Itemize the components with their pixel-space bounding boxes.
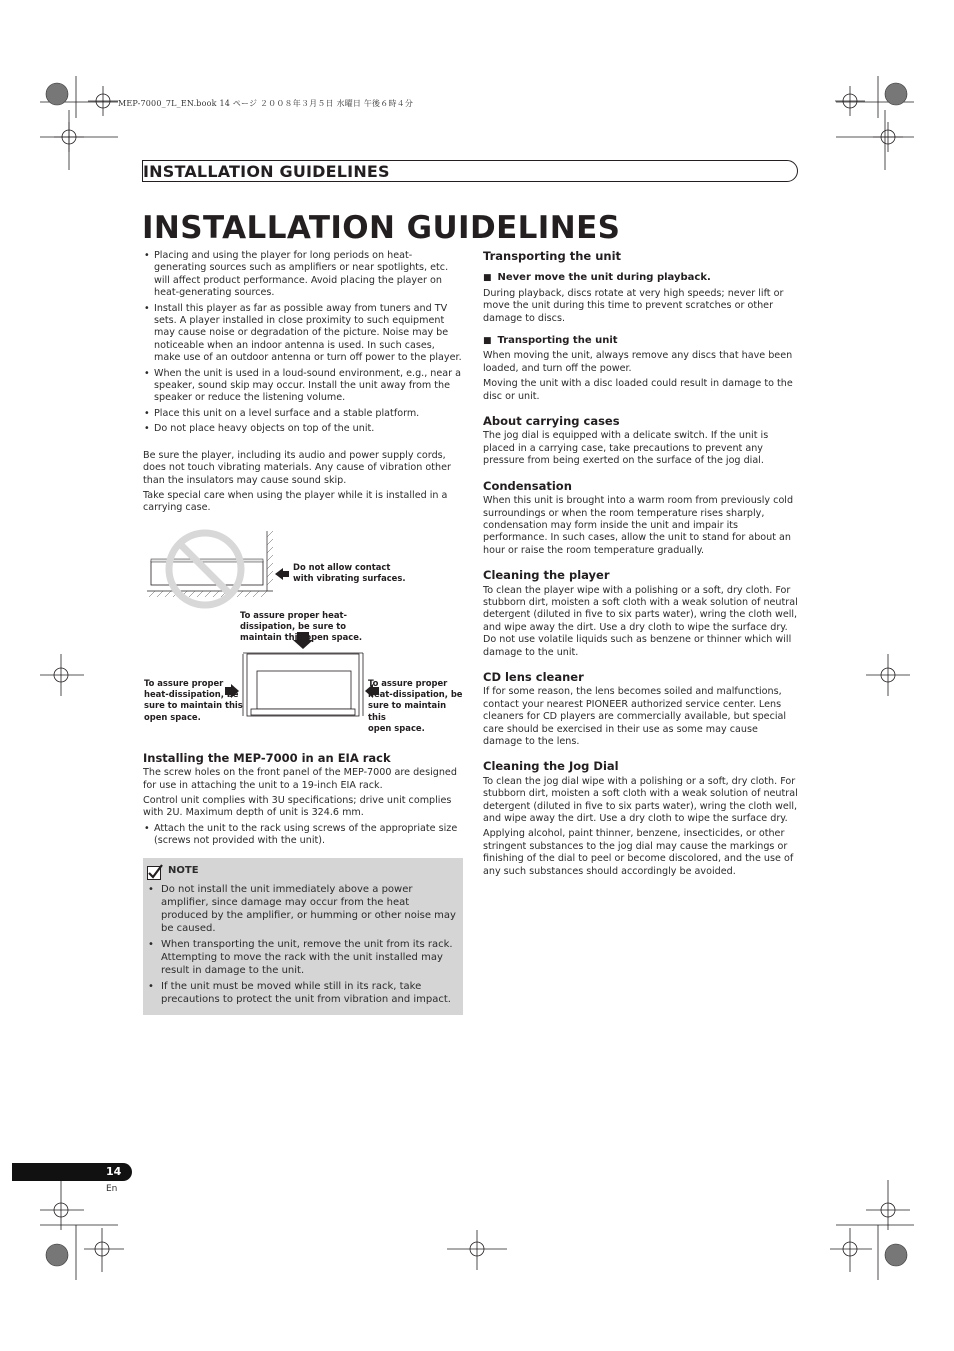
transporting-subheading — [483, 335, 799, 347]
caption-line: To assure proper — [368, 677, 448, 688]
lens-heading: CD lens cleaner — [483, 669, 584, 684]
list-item: • Placing and using the player for long periods on heat-generating sources such as amplifiers or near spotlights, etc. will affect product performance. Avoid placing the player on heat-generating sources. — [143, 250, 463, 300]
left-column — [143, 250, 463, 1015]
cleaning-text: To clean the player wipe with a polishing or a soft, dry cloth. For stubborn dirt, moisten a soft cloth with a weak solution of neutral detergent (diluted in five to six parts water), wring the cloth well, and wipe away the dirt. Use a dry cloth to wipe the surface dry. Do not use volatile liquids such as benzene or thinner which will damage to the unit. — [483, 584, 798, 658]
caption-line: open space. — [144, 711, 201, 722]
never-move-text: During playback, discs rotate at very high speeds; never lift or move the unit during this time to prevent scratches or other damage to discs. — [483, 287, 784, 324]
square-bullet-icon: ■ — [483, 336, 492, 347]
jog-heading: Cleaning the Jog Dial — [483, 759, 619, 774]
installation-diagram — [143, 523, 463, 748]
page-title: INSTALLATION GUIDELINES — [142, 210, 621, 246]
rack-heading: Installing the MEP-7000 in an EIA rack — [143, 750, 391, 765]
section-header-bar — [142, 160, 798, 182]
caption-line: dissipation, be sure to — [240, 621, 347, 632]
list-item: • When the unit is used in a loud-sound environment, e.g., near a speaker, sound skip may occur. Install the unit away from the speaker or reduce the listening volume. — [143, 368, 463, 405]
condensation-text: When this unit is brought into a warm room from previously cold surroundings or when the room temperature rises sharply, condensation may form inside the unit and impair its performance. In such cases, allow the unit to stand for about an hour or raise the room temperature gradually. — [483, 495, 794, 556]
top-caption — [240, 610, 362, 644]
vibration-paragraph: Be sure the player, including its audio and power supply cords, does not touch vibrating materials. Any cause of vibration other than the insulators may cause sound skip. — [143, 449, 451, 486]
list-item: • Attach the unit to the rack using screws of the appropriate size (screws not provided with the unit). — [143, 823, 463, 848]
never-move-heading — [483, 272, 799, 284]
square-bullet-icon: ■ — [483, 273, 492, 284]
cases-heading: About carrying cases — [483, 414, 620, 429]
vibration-caption — [293, 562, 406, 585]
list-item: • Do not place heavy objects on top of the unit. — [143, 423, 463, 435]
transporting-subheading-text: Transporting the unit — [497, 335, 618, 347]
caption-line: heat-dissipation, be — [144, 689, 239, 700]
note-title: NOTE — [168, 865, 199, 877]
jog-paragraph-1: To clean the jog dial wipe with a polishing or a soft, dry cloth. For stubborn dirt, moisten a soft cloth with a weak solution of neutral detergent (diluted in five to six parts water), wring the cloth well, and wipe away the dirt. Use a dry cloth to wipe the surface dry. — [483, 775, 798, 825]
page-number: 14 — [106, 1165, 122, 1178]
caption-line: To assure proper heat- — [240, 609, 347, 620]
carrying-case-paragraph: Take special care when using the player while it is installed in a carrying case. — [143, 489, 448, 514]
page-language: En — [106, 1184, 118, 1194]
left-caption — [144, 678, 243, 723]
rack-paragraph-2: Control unit complies with 3U specifications; drive unit complies with 2U. Maximum depth of unit is 324.6 mm. — [143, 794, 452, 819]
section-label: INSTALLATION GUIDELINES — [143, 162, 390, 181]
list-item: • Place this unit on a level surface and a stable platform. — [143, 408, 463, 420]
jog-paragraph-2: Applying alcohol, paint thinner, benzene, insecticides, or other stringent substances to the jog dial may cause the markings or finishing of the dial to peel or become discolored, and the use of any such substances should accordingly be avoided. — [483, 828, 794, 877]
print-header: MEP-7000_7L_EN.book 14 ページ ２００８年３月５日 水曜日 午後６時４分 — [118, 99, 414, 108]
caption-line: To assure proper — [144, 677, 224, 688]
caption-line: with vibrating surfaces. — [293, 573, 406, 584]
transporting-paragraph-1: When moving the unit, always remove any discs that have been loaded, and turn off the power. — [483, 350, 793, 374]
condensation-heading: Condensation — [483, 478, 572, 493]
list-item: • Install this player as far as possible away from tuners and TV sets. A player installed in close proximity to such equipment may cause noise or degradation of the picture. Noise may be noticeable when an indoor antenna is used. In such cases, make use of an outdoor antenna or turn off power to the player. — [143, 303, 463, 365]
list-item: • When transporting the unit, remove the unit from its rack. Attempting to move the rack with the unit installed may result in damage to the unit. — [147, 938, 457, 977]
checkmark-icon — [147, 864, 163, 880]
caption-line: open space. — [368, 722, 425, 733]
placement-bullets — [143, 250, 463, 436]
note-list — [147, 883, 457, 1006]
transport-heading: Transporting the unit — [483, 249, 622, 263]
cases-text: The jog dial is equipped with a delicate switch. If the unit is placed in a carrying case, take precautions to prevent any pressure from being exerted on the surface of the jog dial. — [483, 430, 769, 467]
transporting-paragraph-2: Moving the unit with a disc loaded could result in damage to the disc or unit. — [483, 378, 793, 402]
caption-line: Do not allow contact — [293, 561, 391, 572]
list-item: • Do not install the unit immediately above a power amplifier, since damage may occur from the heat produced by the amplifier, or humming or other noise may be caused. — [147, 883, 457, 935]
lens-text: If for some reason, the lens becomes soiled and malfunctions, contact your nearest PIONEER authorized service center. Lens cleaners for CD players are commercially available, but special care should be exercised in their use as some may cause damage to the lens. — [483, 686, 787, 747]
note-box — [143, 858, 463, 1015]
caption-line: heat-dissipation, be — [368, 689, 463, 700]
rack-bullets — [143, 823, 463, 848]
right-caption — [368, 678, 463, 734]
right-column — [483, 250, 799, 881]
caption-line: sure to maintain this — [368, 700, 447, 722]
rack-paragraph-1: The screw holes on the front panel of the MEP-7000 are designed for use in attaching the unit to a 19-inch EIA rack. — [143, 767, 457, 791]
never-move-heading-text: Never move the unit during playback. — [497, 272, 711, 284]
cleaning-heading: Cleaning the player — [483, 568, 610, 583]
caption-line: sure to maintain this — [144, 700, 243, 711]
list-item: • If the unit must be moved while still in its rack, take precautions to protect the unit from vibration and impact. — [147, 980, 457, 1006]
caption-line: maintain this open space. — [240, 632, 363, 643]
note-heading — [147, 864, 457, 880]
